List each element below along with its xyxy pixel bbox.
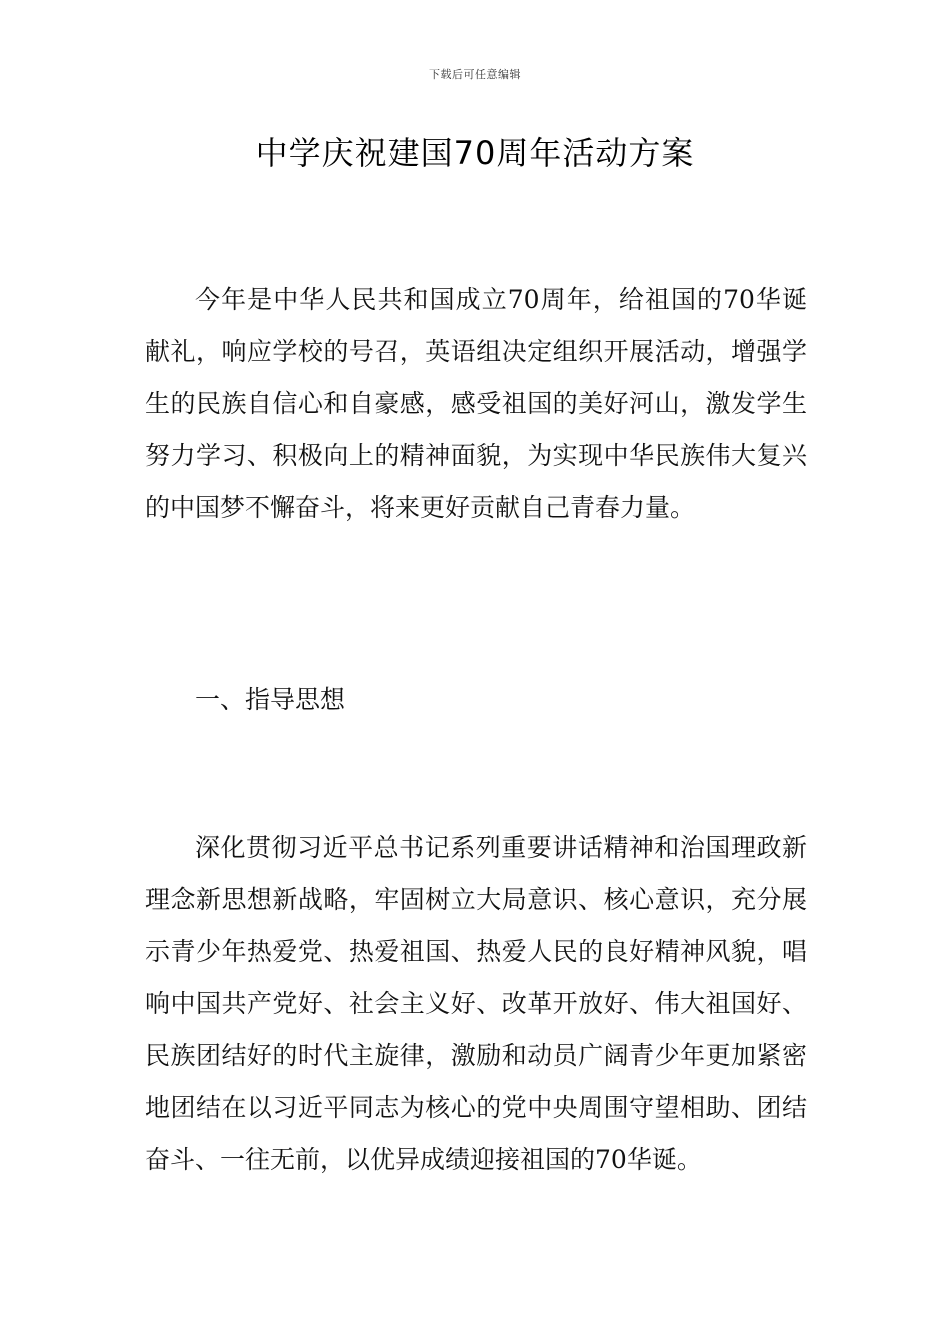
intro-paragraph: 今年是中华人民共和国成立70周年，给祖国的70华诞献礼，响应学校的号召，英语组决定组织开展活动，增强学生的民族自信心和自豪感，感受祖国的美好河山，激发学生努力学习、积极向上的精神面貌，为实现中华民族伟大复兴的中国梦不懈奋斗，将来更好贡献自己青春力量。 [145, 285, 807, 522]
section-paragraph-guiding-ideology: 深化贯彻习近平总书记系列重要讲话精神和治国理政新理念新思想新战略，牢固树立大局意识、核心意识，充分展示青少年热爱党、热爱祖国、热爱人民的良好精神风貌，唱响中国共产党好、社会主义好、改革开放好、伟大祖国好、民族团结好的时代主旋律，激励和动员广阔青少年更加紧密地团结在以习近平同志为核心的党中央周围守望相助、团结奋斗、一往无前，以优异成绩迎接祖国的70华诞。 [145, 833, 807, 1174]
document-title: 中学庆祝建国70周年活动方案 [255, 134, 695, 172]
section-heading-guiding-ideology: 一、指导思想 [195, 685, 346, 714]
header-note: 下载后可任意编辑 [429, 68, 521, 81]
